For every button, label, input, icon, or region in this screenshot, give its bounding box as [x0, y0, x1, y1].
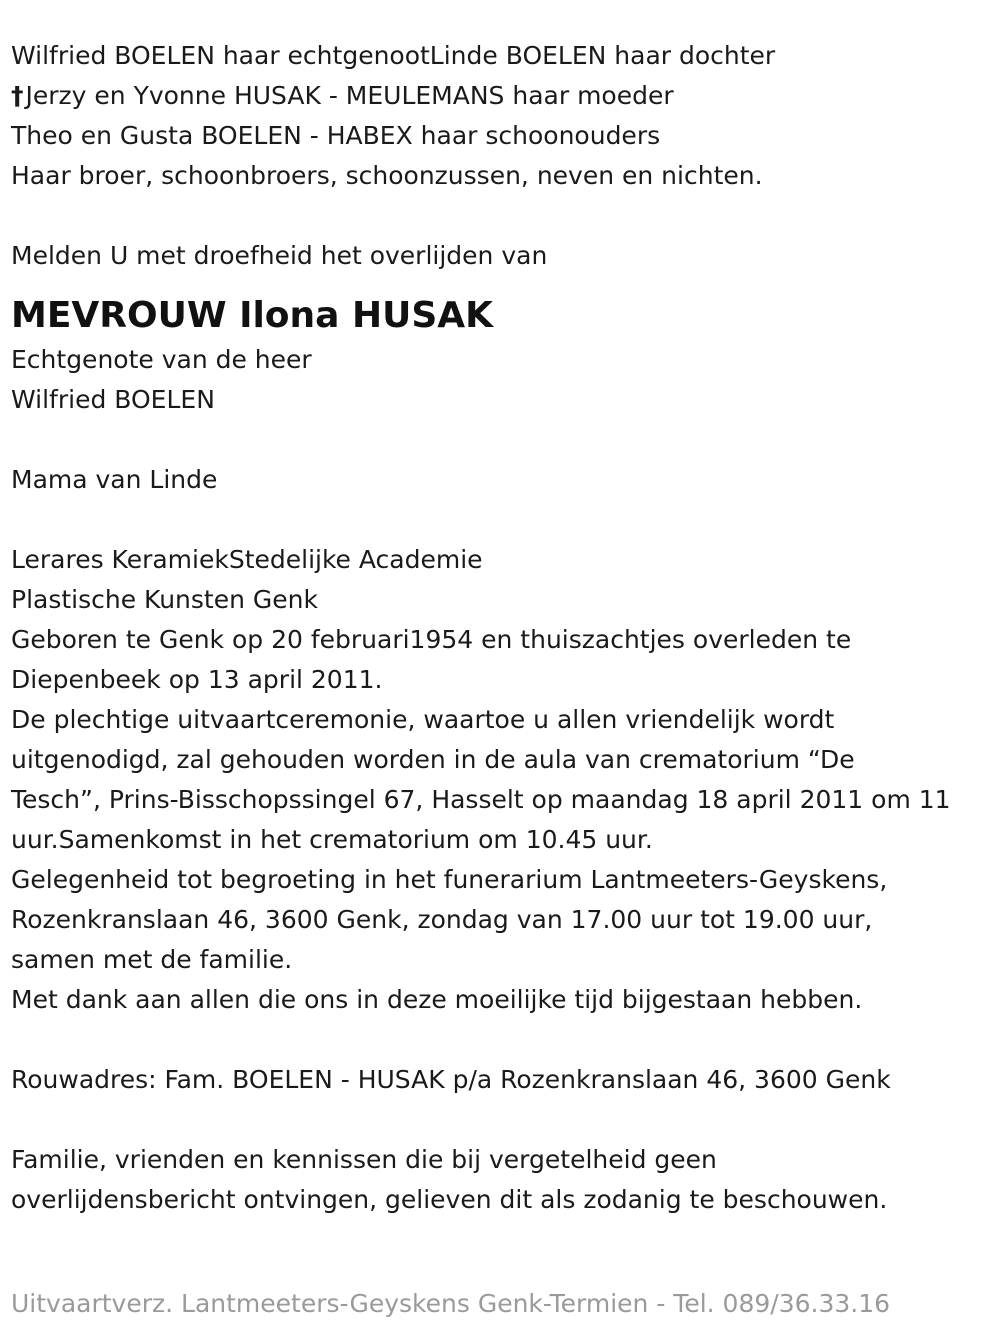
closing-line: Familie, vrienden en kennissen die bij vergetelheid geen	[11, 1145, 717, 1174]
spacer	[11, 1100, 991, 1140]
spacer	[11, 420, 991, 460]
obituary-text	[11, 36, 991, 1220]
funeral-home-footer: Uitvaartverz. Lantmeeters-Geyskens Genk-Termien - Tel. 089/36.33.16	[11, 1289, 891, 1318]
mourning-address: Rouwadres: Fam. BOELEN - HUSAK p/a Rozenkranslaan 46, 3600 Genk	[11, 1065, 891, 1094]
body-line: Lerares KeramiekStedelijke Academie	[11, 545, 483, 574]
spouse-line-2: Wilfried BOELEN	[11, 385, 215, 414]
cross-icon: †	[11, 81, 24, 110]
spacer	[11, 1020, 991, 1060]
spouse-line-1: Echtgenote van de heer	[11, 345, 312, 374]
family-line-parents-in-law: Theo en Gusta BOELEN - HABEX haar schoonouders	[11, 121, 661, 150]
body-line: Plastische Kunsten Genk	[11, 585, 318, 614]
family-line-relatives: Haar broer, schoonbroers, schoonzussen, neven en nichten.	[11, 161, 763, 190]
body-line: Tesch”, Prins-Bisschopssingel 67, Hasselt op maandag 18 april 2011 om 11	[11, 785, 951, 814]
body-line: Rozenkranslaan 46, 3600 Genk, zondag van 17.00 uur tot 19.00 uur,	[11, 905, 873, 934]
body-line: Met dank aan allen die ons in deze moeilijke tijd bijgestaan hebben.	[11, 985, 863, 1014]
mother-of-line: Mama van Linde	[11, 465, 218, 494]
family-line-spouse-daughter: Wilfried BOELEN haar echtgenootLinde BOELEN haar dochter	[11, 41, 776, 70]
body-line: Diepenbeek op 13 april 2011.	[11, 665, 383, 694]
family-line-mother-text: Jerzy en Yvonne HUSAK - MEULEMANS haar moeder	[25, 81, 674, 110]
body-line: uitgenodigd, zal gehouden worden in de aula van crematorium “De	[11, 745, 855, 774]
body-line: De plechtige uitvaartceremonie, waartoe u allen vriendelijk wordt	[11, 705, 835, 734]
body-line: Geboren te Genk op 20 februari1954 en thuiszachtjes overleden te	[11, 625, 852, 654]
body-line: Gelegenheid tot begroeting in het funerarium Lantmeeters-Geyskens,	[11, 865, 888, 894]
family-line-mother	[11, 76, 991, 116]
body-line: samen met de familie.	[11, 945, 293, 974]
body-line: uur.Samenkomst in het crematorium om 10.45 uur.	[11, 825, 653, 854]
closing-line: overlijdensbericht ontvingen, gelieven dit als zodanig te beschouwen.	[11, 1185, 888, 1214]
spacer	[11, 196, 991, 236]
deceased-name: MEVROUW Ilona HUSAK	[11, 295, 494, 336]
spacer	[11, 500, 991, 540]
announcement-text: Melden U met droefheid het overlijden van	[11, 241, 548, 270]
